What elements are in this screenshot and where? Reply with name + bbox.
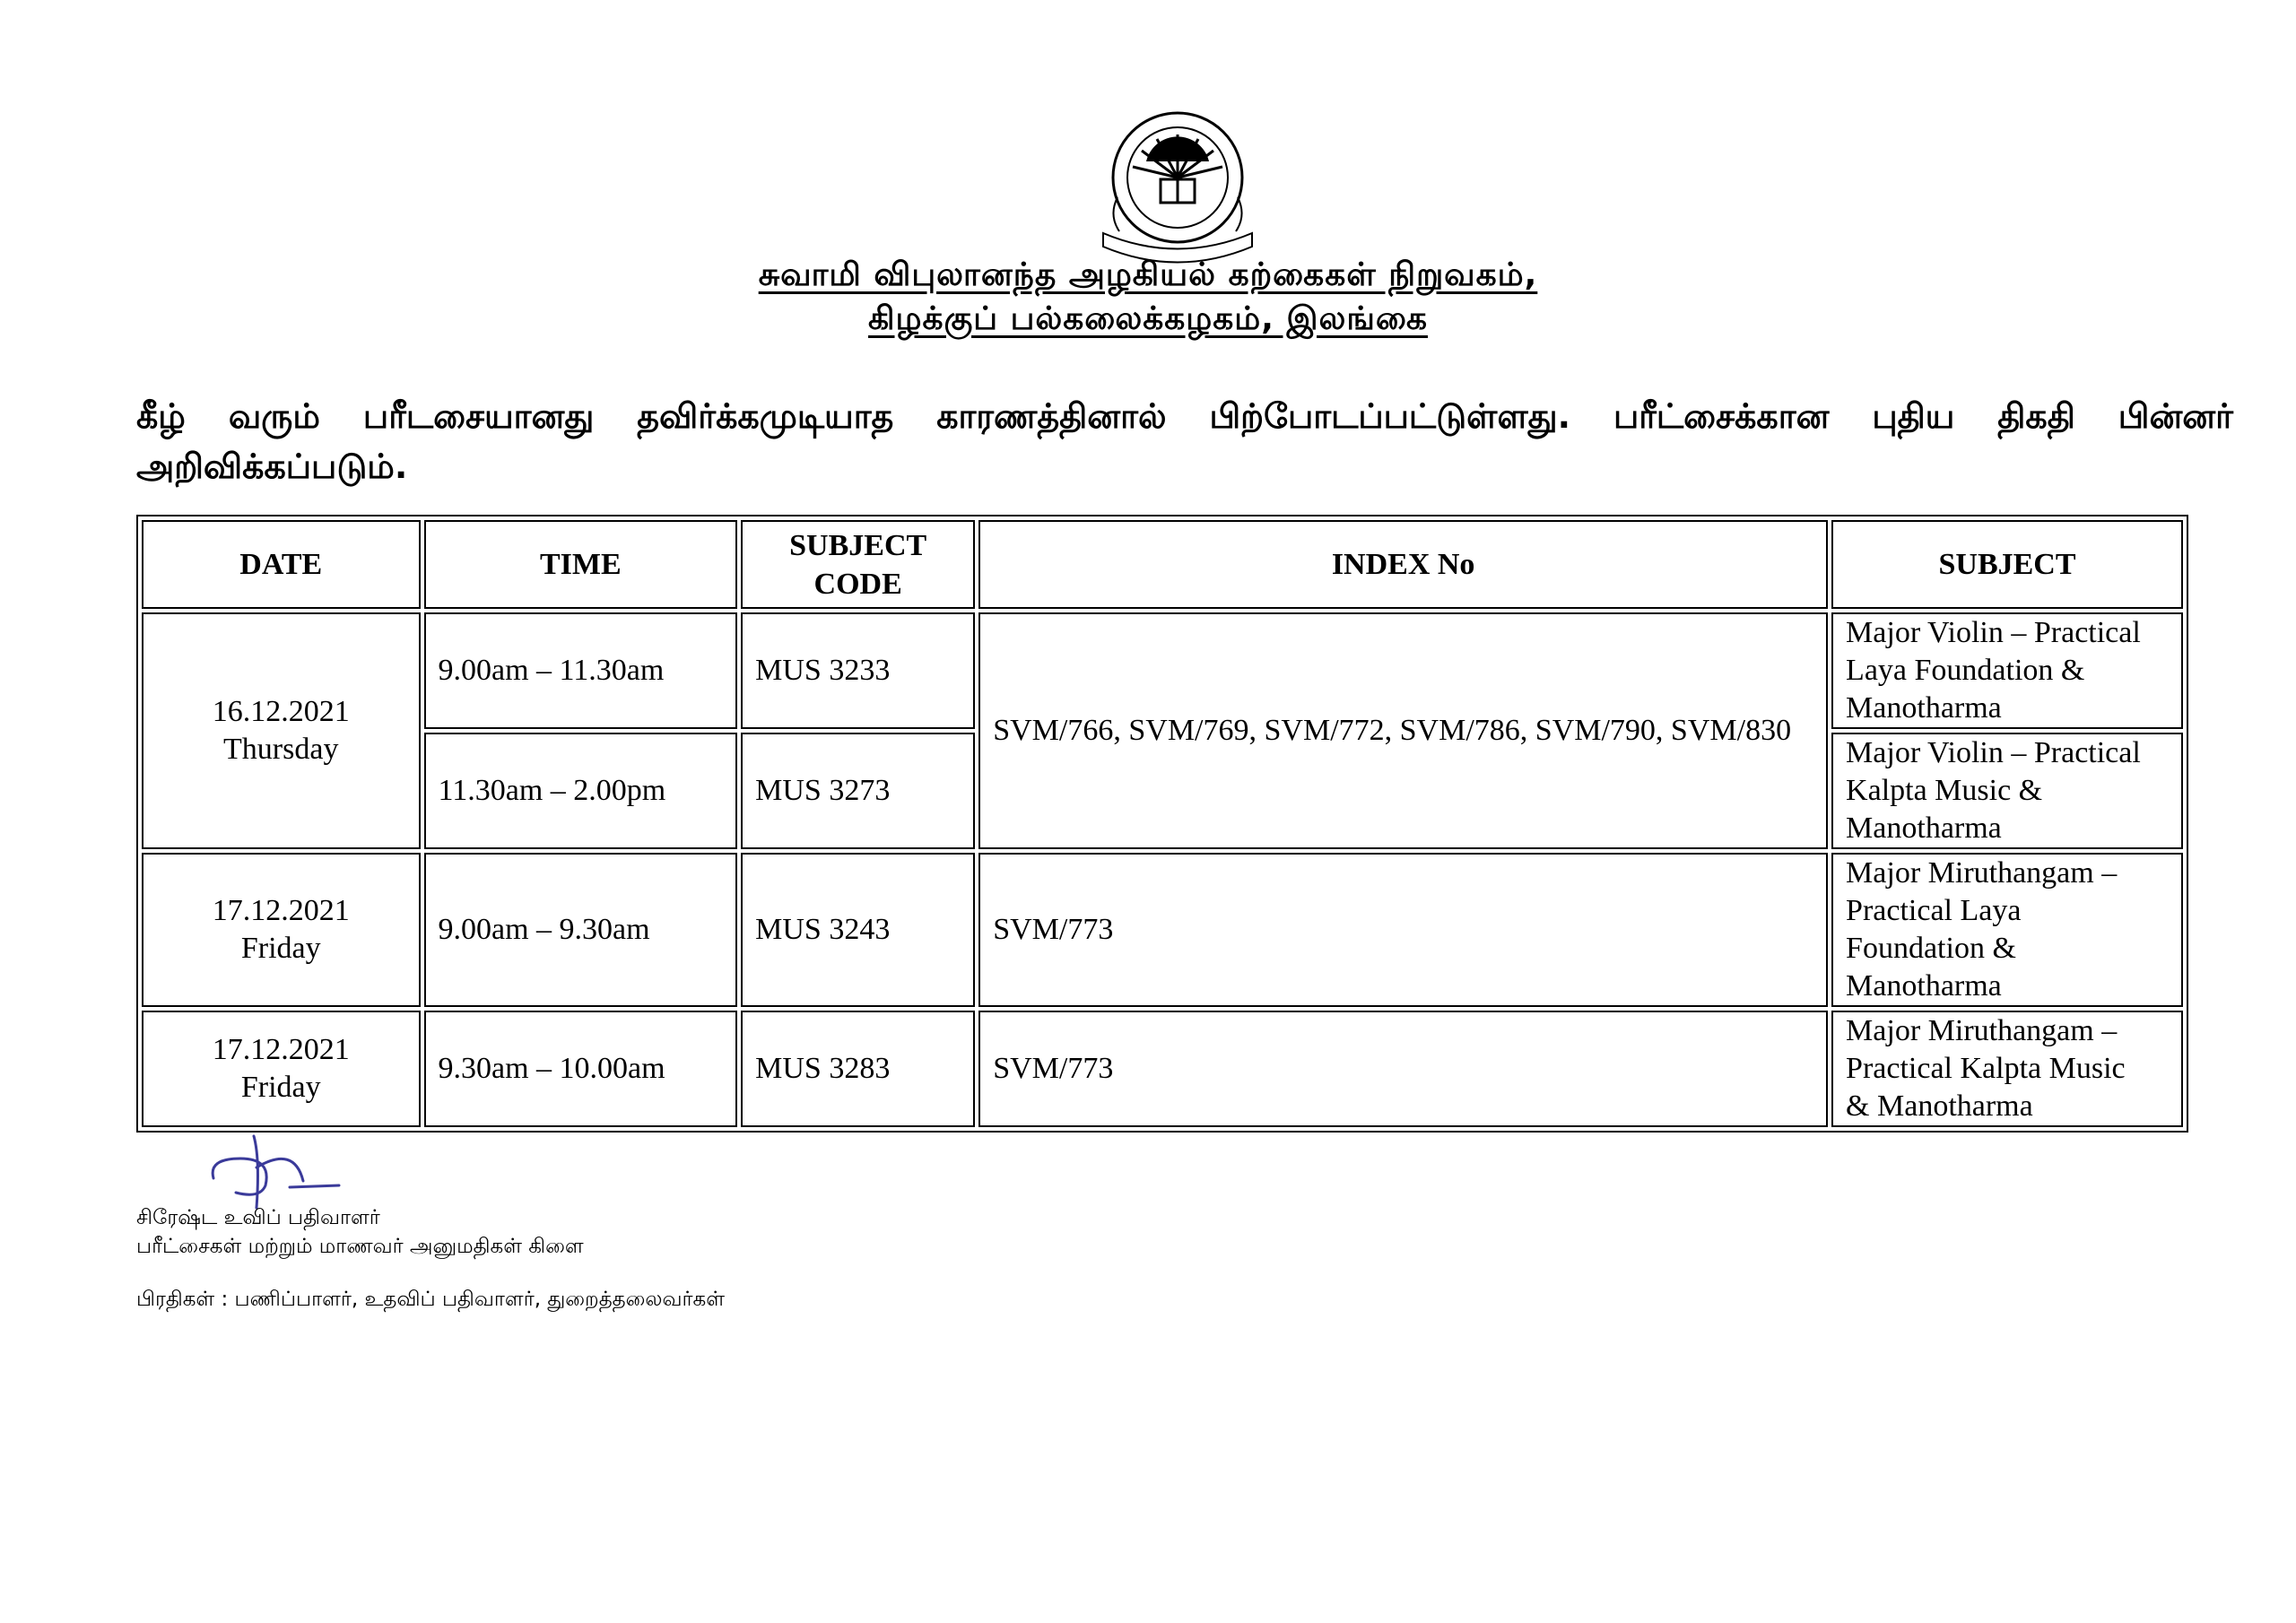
header-time: TIME: [424, 520, 738, 609]
date-value: 16.12.2021: [212, 695, 350, 728]
subject-line: Laya Foundation &: [1846, 654, 2085, 687]
subject-line: Foundation &: [1846, 932, 2016, 965]
day-value: Friday: [240, 1071, 321, 1104]
subject-cell: [1831, 733, 2183, 849]
university-logo: [1092, 99, 1263, 269]
time-cell: 9.00am – 11.30am: [424, 612, 738, 729]
date-cell: [142, 612, 421, 849]
time-cell: 9.00am – 9.30am: [424, 853, 738, 1007]
university-title: கிழக்குப் பல்கலைக்கழகம், இலங்கை: [868, 300, 1428, 337]
index-cell: SVM/773: [978, 1011, 1828, 1127]
exam-schedule-table: [136, 515, 2188, 1133]
table-row: [142, 612, 2183, 729]
header-date: DATE: [142, 520, 421, 609]
subject-line: Major Violin – Practical: [1846, 736, 2141, 769]
subject-line: Major Violin – Practical: [1846, 616, 2141, 649]
subject-line: Major Miruthangam –: [1846, 856, 2118, 890]
table-row: [142, 1011, 2183, 1127]
signatory-branch: பரீட்சைகள் மற்றும் மாணவர் அனுமதிகள் கிளை: [136, 1235, 584, 1258]
table-header-row: [142, 520, 2183, 609]
date-cell: [142, 853, 421, 1007]
subject-code-cell: MUS 3273: [741, 733, 975, 849]
header-index-no: INDEX No: [978, 520, 1828, 609]
table-row: [142, 853, 2183, 1007]
copies-line: பிரதிகள் : பணிப்பாளர், உதவிப் பதிவாளர், துறைத்தலைவர்கள்: [136, 1288, 726, 1311]
header-code-line2: CODE: [813, 567, 902, 601]
date-value: 17.12.2021: [212, 894, 350, 927]
day-value: Thursday: [223, 733, 339, 766]
subject-line: & Manotharma: [1846, 1089, 2033, 1123]
time-cell: 11.30am – 2.00pm: [424, 733, 738, 849]
day-value: Friday: [240, 932, 321, 965]
subject-cell: [1831, 853, 2183, 1007]
header-subject: SUBJECT: [1831, 520, 2183, 609]
date-value: 17.12.2021: [212, 1033, 350, 1066]
subject-line: Manotharma: [1846, 969, 2002, 1002]
subject-line: Practical Kalpta Music: [1846, 1052, 2126, 1085]
subject-cell: [1831, 612, 2183, 729]
header-code-line1: SUBJECT: [789, 528, 927, 562]
postponement-notice: கீழ் வரும் பரீடசையானது தவிர்க்கமுடியாத காரணத்தினால் பிற்போடப்பட்டுள்ளது. பரீட்சைக்கான புதிய திகதி பின்னர் அறிவிக்கப்படும்.: [136, 396, 2233, 486]
signatory-title: சிரேஷ்ட உவிப் பதிவாளர்: [136, 1206, 380, 1229]
header-subject-code: [741, 520, 975, 609]
institute-title: சுவாமி விபுலானந்த அழகியல் கற்கைகள் நிறுவகம்,: [758, 256, 1538, 293]
signature: [204, 1132, 361, 1212]
subject-line: Manotharma: [1846, 691, 2002, 725]
subject-line: Practical Laya: [1846, 894, 2022, 927]
subject-code-cell: MUS 3233: [741, 612, 975, 729]
time-cell: 9.30am – 10.00am: [424, 1011, 738, 1127]
index-cell: SVM/766, SVM/769, SVM/772, SVM/786, SVM/790, SVM/830: [978, 612, 1828, 849]
subject-line: Major Miruthangam –: [1846, 1014, 2118, 1047]
index-cell: SVM/773: [978, 853, 1828, 1007]
subject-line: Manotharma: [1846, 812, 2002, 845]
subject-cell: [1831, 1011, 2183, 1127]
subject-code-cell: MUS 3243: [741, 853, 975, 1007]
date-cell: [142, 1011, 421, 1127]
subject-line: Kalpta Music &: [1846, 774, 2043, 807]
subject-code-cell: MUS 3283: [741, 1011, 975, 1127]
